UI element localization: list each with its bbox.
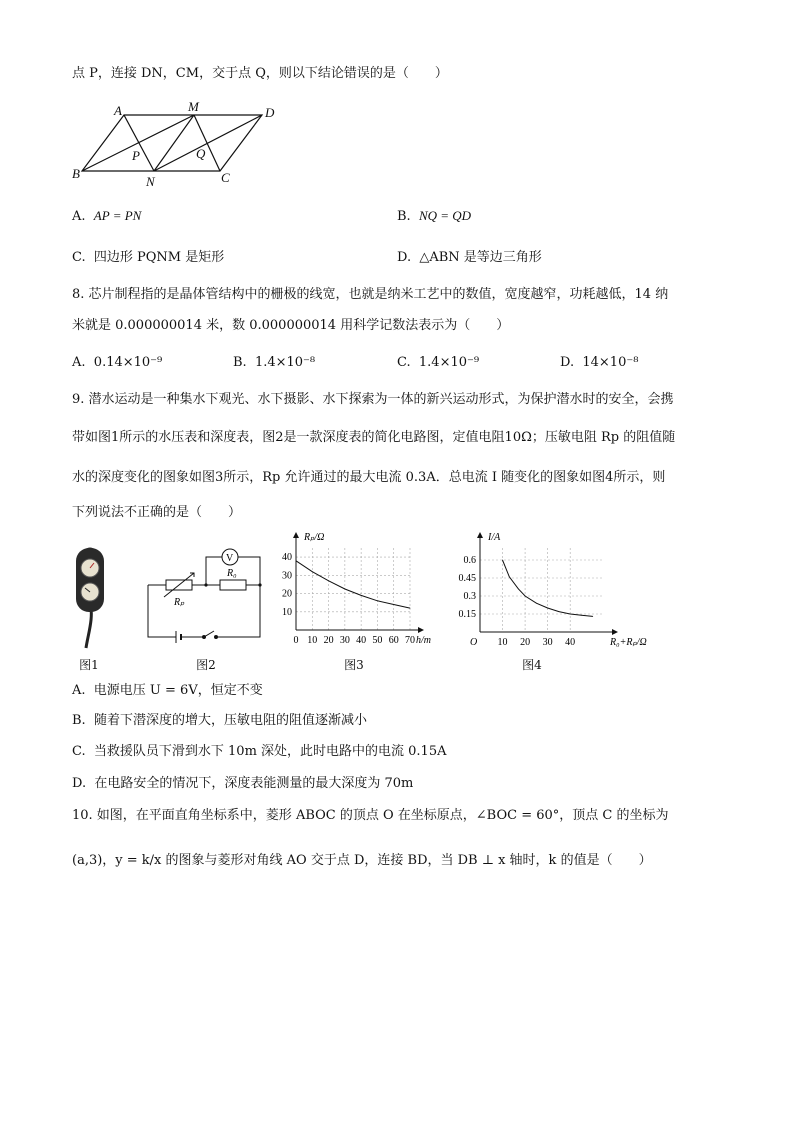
y-tick-label: 0.3 [463, 591, 476, 602]
data-point [393, 604, 394, 605]
q8-option-a[interactable]: A. 0.14×10⁻⁹ [72, 355, 163, 370]
data-point [547, 608, 548, 609]
data-point [536, 603, 537, 604]
data-point [312, 571, 313, 572]
data-point [570, 614, 571, 615]
y-axis-label: I/A [488, 532, 501, 543]
figure-3-chart [282, 530, 442, 652]
label-a: A [114, 103, 122, 118]
x-tick-label: 10 [307, 635, 318, 646]
data-point [328, 580, 329, 581]
q9-line-3: 水的深度变化的图象如图3所示，Rp 允许通过的最大电流 0.3A．总电流 I 随变化的图象如图4所示，则 [72, 470, 666, 485]
segment-mn [154, 115, 194, 171]
q8-option-d[interactable]: D. 14×10⁻⁸ [560, 355, 639, 370]
data-point [377, 600, 378, 601]
data-point [344, 589, 345, 590]
x-tick-label: 10 [497, 637, 508, 648]
y-tick-label: 40 [282, 552, 292, 564]
x-tick-label: 20 [323, 635, 334, 646]
q8-line-1: 8. 芯片制程指的是晶体管结构中的栅极的线宽，也就是纳米工艺中的数值，宽度越窄，功耗越低，14 纳 [72, 287, 669, 302]
q9-line-2: 带如图1所示的水压表和深度表，图2是一款深度表的简化电路图，定值电阻10Ω；压敏电阻 Rp 的阻值随 [72, 430, 676, 445]
x-axis-arrow [418, 627, 424, 633]
q7-option-d[interactable]: D. △ABN 是等边三角形 [397, 250, 542, 265]
parallelogram-abcd [82, 115, 262, 171]
data-point [525, 596, 526, 597]
figure-4-caption: 图4 [522, 658, 542, 672]
q10-line-1: 10. 如图，在平面直角坐标系中，菱形 ABOC 的顶点 O 在坐标原点，∠BOC = 60°，顶点 C 的坐标为 [72, 808, 669, 823]
q8-option-c[interactable]: C. 1.4×10⁻⁹ [397, 355, 480, 370]
segment-dn [154, 115, 262, 171]
y-axis-label: Rₚ/Ω [304, 532, 325, 543]
data-point [559, 611, 560, 612]
data-point [581, 615, 582, 616]
q9-line-4: 下列说法不正确的是（ ） [72, 505, 242, 520]
q7-option-b[interactable]: B. NQ = QD [397, 208, 472, 224]
q7-option-c[interactable]: C. 四边形 PQNM 是矩形 [72, 250, 225, 265]
q7-parallelogram-figure [70, 98, 290, 190]
q7-option-a[interactable]: A. AP = PN [72, 208, 142, 224]
data-point [502, 560, 503, 561]
y-tick-label: 0.45 [458, 573, 476, 584]
data-point [518, 588, 519, 589]
figure-2-circuit [142, 545, 264, 643]
x-axis-arrow [612, 629, 618, 635]
data-point [592, 616, 593, 617]
figure-4-chart [450, 532, 647, 652]
origin-label: O [470, 637, 478, 648]
rp-label: Rₚ [174, 597, 185, 608]
q9-option-b[interactable]: B. 随着下潜深度的增大，压敏电阻的阻值逐渐减小 [72, 713, 367, 728]
x-tick-label: 0 [293, 635, 299, 646]
x-tick-label: 30 [339, 635, 350, 646]
x-tick-label: 70 [405, 635, 415, 646]
x-tick-label: 40 [356, 635, 367, 646]
label-n: N [146, 174, 155, 189]
y-axis-arrow [477, 532, 483, 538]
x-axis-label: R₀+Rₚ/Ω [610, 637, 647, 648]
data-point [361, 595, 362, 596]
x-tick-label: 40 [565, 637, 576, 648]
label-p: P [132, 148, 140, 163]
q9-option-c[interactable]: C. 当救援队员下滑到水下 10m 深处，此时电路中的电流 0.15A [72, 744, 447, 759]
y-tick-label: 10 [282, 606, 292, 618]
segment-cm [194, 115, 220, 171]
q8-option-b[interactable]: B. 1.4×10⁻⁸ [233, 355, 316, 370]
x-tick-label: 60 [388, 635, 399, 646]
y-tick-label: 0.15 [458, 609, 476, 620]
q9-line-1: 9. 潜水运动是一种集水下观光、水下摄影、水下探索为一体的新兴运动形式，为保护潜水时的安全，会携 [72, 392, 674, 407]
q9-option-a[interactable]: A. 电源电压 U = 6V，恒定不变 [72, 683, 263, 698]
y-tick-label: 30 [282, 570, 292, 582]
data-point [410, 608, 411, 609]
series-curve [296, 561, 410, 608]
label-m: M [188, 99, 199, 114]
q9-option-d[interactable]: D. 在电路安全的情况下，深度表能测量的最大深度为 70m [72, 776, 414, 791]
data-point [509, 576, 510, 577]
label-b: B [72, 166, 80, 181]
figure-3-caption: 图3 [344, 658, 364, 672]
q7-stem: 点 P，连接 DN，CM，交于点 Q，则以下结论错误的是（ ） [72, 66, 448, 81]
y-tick-label: 20 [282, 588, 292, 600]
figure-1-depth-gauge [70, 542, 110, 650]
label-d: D [265, 105, 275, 120]
r0-resistor [220, 580, 246, 590]
x-tick-label: 50 [372, 635, 383, 646]
q8-line-2: 米就是 0.000000014 米，数 0.000000014 用科学记数法表示为（ ） [72, 318, 510, 333]
label-q: Q [196, 146, 206, 161]
x-tick-label: 20 [520, 637, 531, 648]
figure-2-caption: 图2 [196, 658, 216, 672]
data-point [296, 560, 297, 561]
x-tick-label: 30 [542, 637, 553, 648]
q10-line-2: (a,3)，y = k/x 的图象与菱形对角线 AO 交于点 D，连接 BD，当 DB ⊥ x 轴时，k 的值是（ ） [72, 853, 652, 868]
label-c: C [221, 170, 230, 185]
figure-1-caption: 图1 [79, 658, 99, 672]
y-tick-label: 0.6 [463, 555, 476, 566]
x-axis-label: h/m [416, 635, 431, 646]
voltmeter-label: V [226, 553, 234, 564]
y-axis-arrow [293, 532, 299, 538]
r0-label: R₀ [227, 568, 237, 579]
